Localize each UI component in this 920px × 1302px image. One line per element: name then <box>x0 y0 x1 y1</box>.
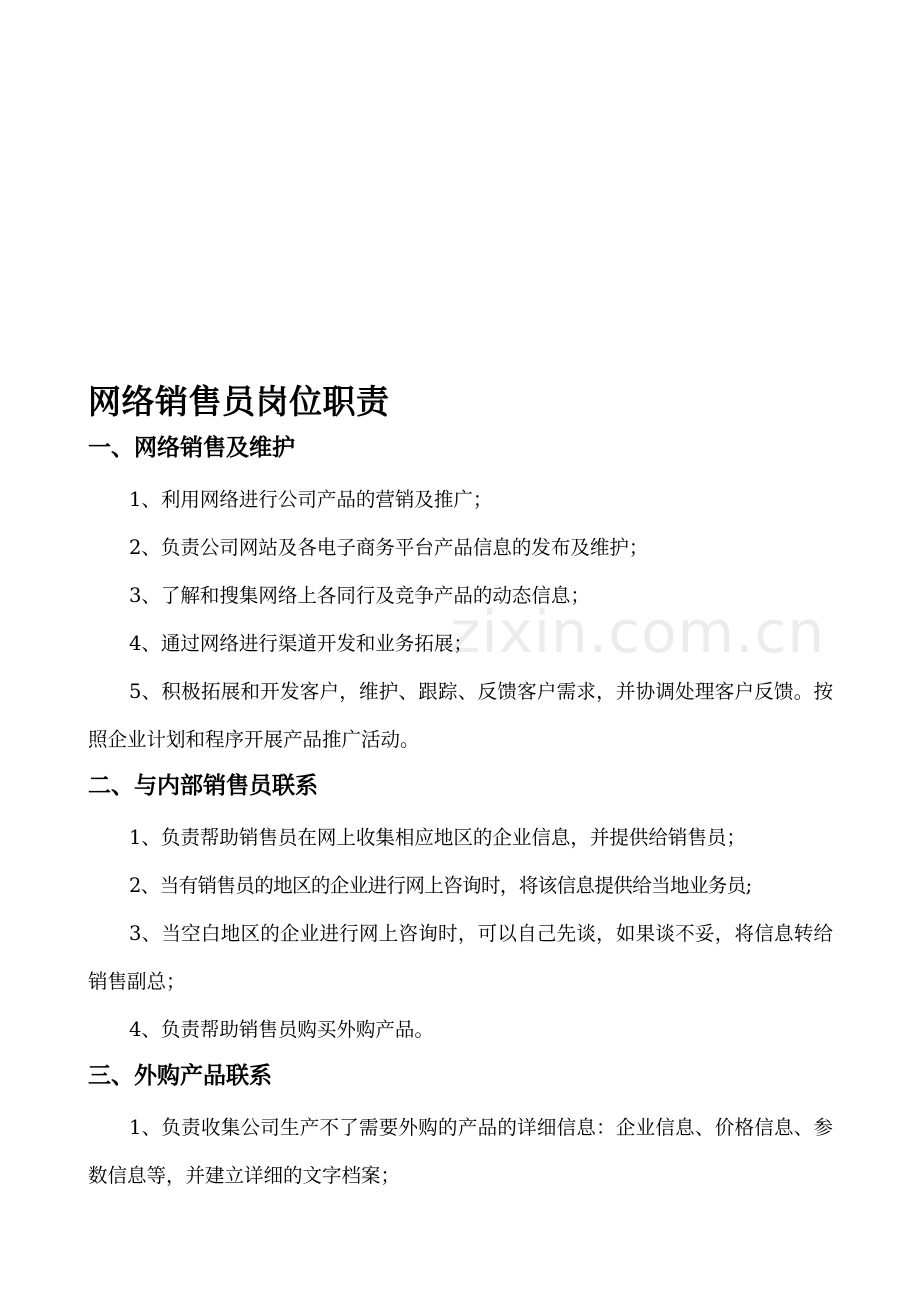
section-heading-1: 一、网络销售及维护 <box>88 434 295 461</box>
section-3-item-1: 1、负责收集公司生产不了需要外购的产品的详细信息：企业信息、价格信息、参数信息等，并建立详细的文字档案； <box>88 1116 833 1187</box>
section-1-item-5: 5、积极拓展和开发客户，维护、跟踪、反馈客户需求，并协调处理客户反馈。按照企业计划和程序开展产品推广活动。 <box>88 680 833 751</box>
section-2-item-3: 3、当空白地区的企业进行网上咨询时，可以自己先谈，如果谈不妥，将信息转给销售副总； <box>88 922 833 993</box>
section-2-item-4: 4、负责帮助销售员购买外购产品。 <box>129 1018 434 1041</box>
watermark: zixin.com.cn <box>450 598 826 666</box>
section-2-item-2: 2、当有销售员的地区的企业进行网上咨询时，将该信息提供给当地业务员; <box>129 874 752 897</box>
section-heading-2: 二、与内部销售员联系 <box>88 772 318 799</box>
section-2-item-1: 1、负责帮助销售员在网上收集相应地区的企业信息，并提供给销售员； <box>129 826 746 849</box>
section-1-item-2: 2、负责公司网站及各电子商务平台产品信息的发布及维护； <box>129 536 649 559</box>
section-1-item-4: 4、通过网络进行渠道开发和业务拓展； <box>129 632 473 655</box>
document-body <box>88 378 833 1200</box>
section-1-item-3: 3、了解和搜集网络上各同行及竞争产品的动态信息； <box>129 584 590 607</box>
document-title: 网络销售员岗位职责 <box>88 382 390 421</box>
section-1-item-1: 1、利用网络进行公司产品的营销及推广； <box>129 488 493 511</box>
section-heading-3: 三、外购产品联系 <box>88 1062 272 1089</box>
